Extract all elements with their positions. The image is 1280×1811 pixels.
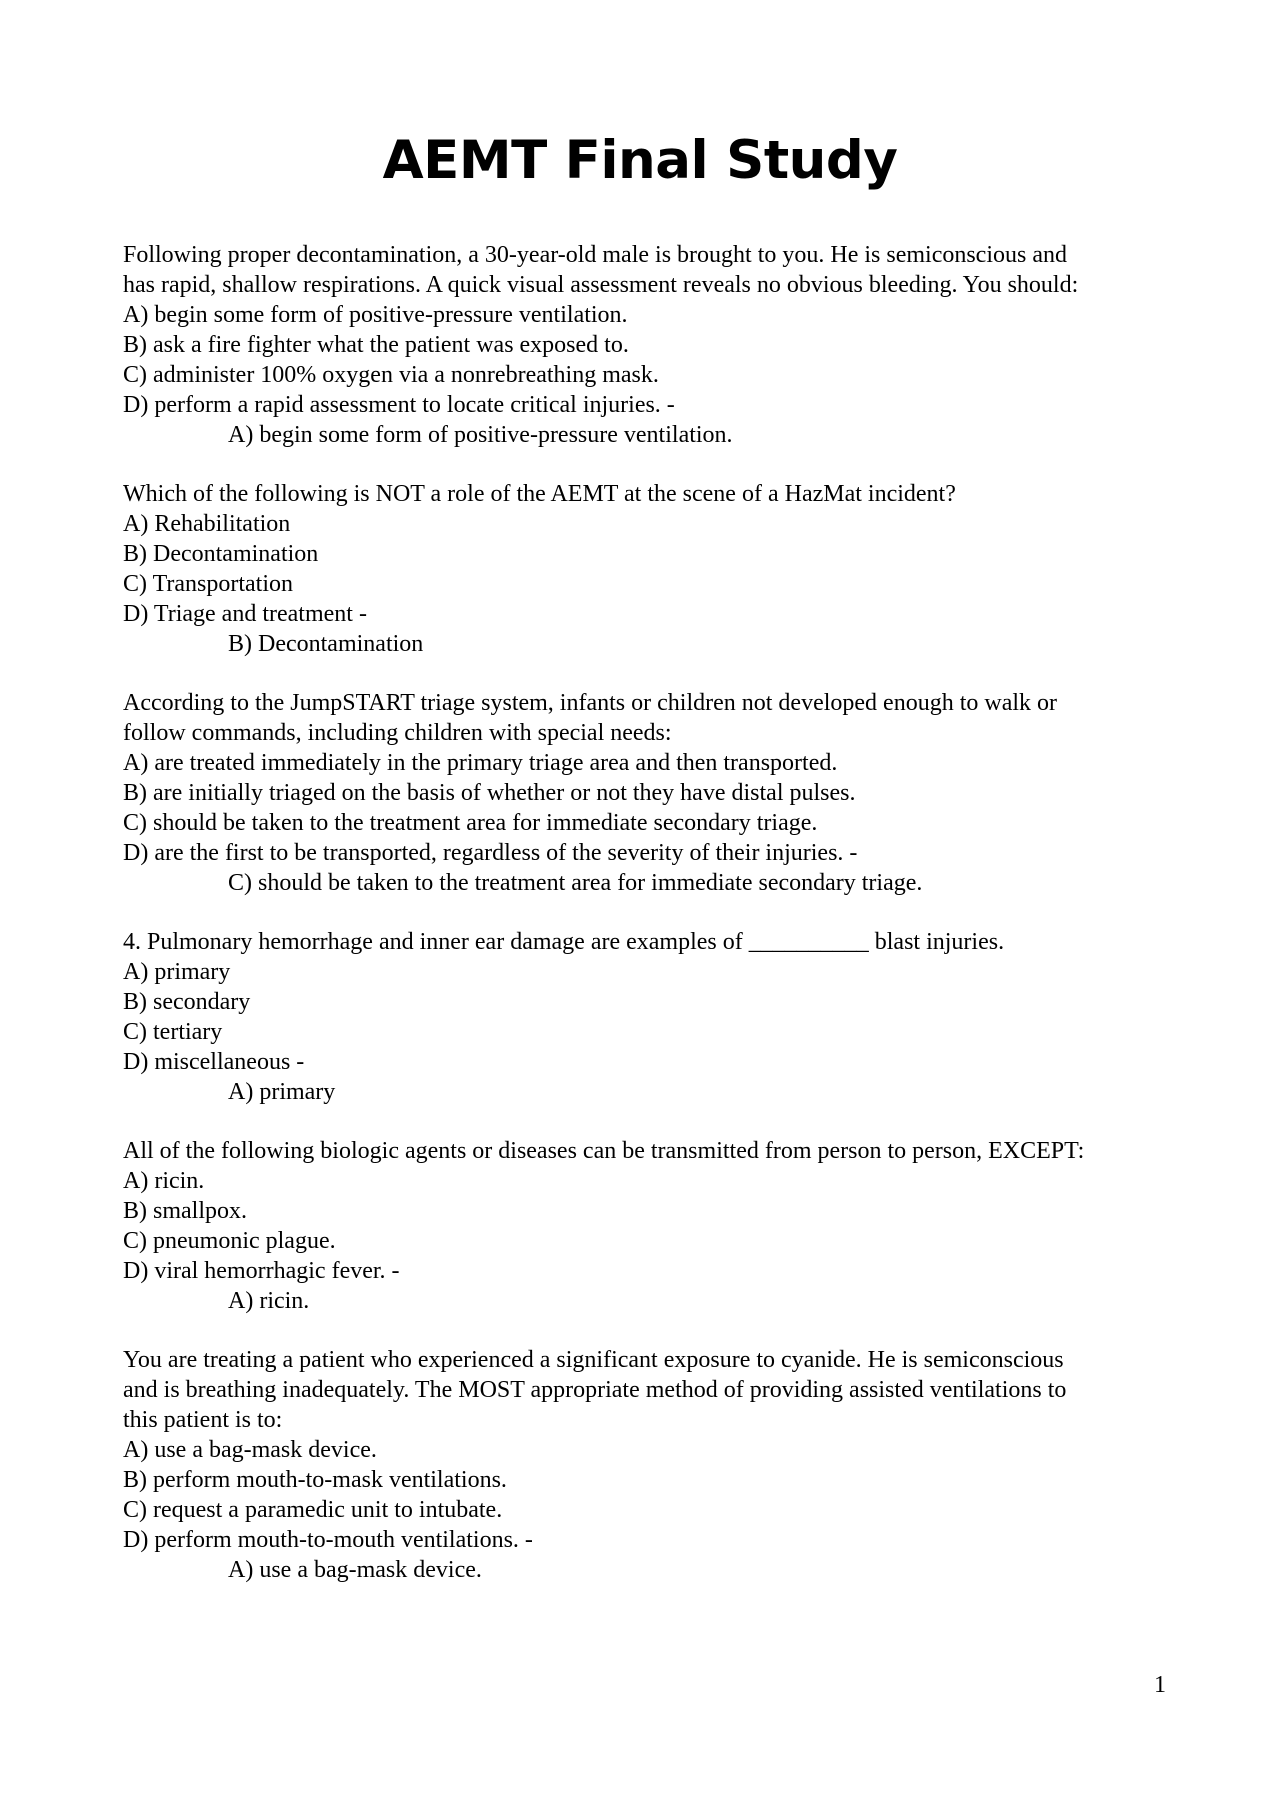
option-b: B) secondary xyxy=(123,989,251,1015)
question-4 xyxy=(123,927,1183,1107)
document-title: AEMT Final Study xyxy=(382,130,898,191)
option-b: B) are initially triaged on the basis of whether or not they have distal pulses. xyxy=(123,780,856,806)
question-stem-line: has rapid, shallow respirations. A quick visual assessment reveals no obvious bleeding. You should: xyxy=(123,272,1079,298)
answer: A) ricin. xyxy=(228,1288,310,1314)
question-stem-line: follow commands, including children with special needs: xyxy=(123,720,672,746)
option-b: B) perform mouth-to-mask ventilations. xyxy=(123,1467,507,1493)
option-d: D) perform mouth-to-mouth ventilations. - xyxy=(123,1527,533,1553)
question-stem-line: 4. Pulmonary hemorrhage and inner ear damage are examples of __________ blast injuries. xyxy=(123,929,1005,955)
question-stem-line: Which of the following is NOT a role of the AEMT at the scene of a HazMat incident? xyxy=(123,481,956,507)
option-c: C) request a paramedic unit to intubate. xyxy=(123,1497,503,1523)
question-6 xyxy=(123,1345,1183,1585)
option-c: C) administer 100% oxygen via a nonrebreathing mask. xyxy=(123,362,659,388)
question-1 xyxy=(123,240,1183,450)
option-d: D) perform a rapid assessment to locate critical injuries. - xyxy=(123,392,675,418)
answer: A) begin some form of positive-pressure ventilation. xyxy=(228,422,733,448)
option-d: D) Triage and treatment - xyxy=(123,601,367,627)
question-stem-line: and is breathing inadequately. The MOST appropriate method of providing assisted ventilations to xyxy=(123,1377,1067,1403)
option-d: D) are the first to be transported, regardless of the severity of their injuries. - xyxy=(123,840,858,866)
page-number: 1 xyxy=(1154,1672,1166,1698)
option-a: A) use a bag-mask device. xyxy=(123,1437,377,1463)
option-c: C) should be taken to the treatment area for immediate secondary triage. xyxy=(123,810,818,836)
question-stem-line: You are treating a patient who experienced a significant exposure to cyanide. He is semiconscious xyxy=(123,1347,1064,1373)
option-c: C) tertiary xyxy=(123,1019,223,1045)
question-stem-line: All of the following biologic agents or diseases can be transmitted from person to person, EXCEPT: xyxy=(123,1138,1085,1164)
option-b: B) smallpox. xyxy=(123,1198,247,1224)
answer: A) use a bag-mask device. xyxy=(228,1557,482,1583)
question-stem-line: According to the JumpSTART triage system, infants or children not developed enough to walk or xyxy=(123,690,1058,716)
option-c: C) pneumonic plague. xyxy=(123,1228,336,1254)
question-stem-line: this patient is to: xyxy=(123,1407,283,1433)
question-3 xyxy=(123,688,1183,898)
option-a: A) primary xyxy=(123,959,231,985)
answer: A) primary xyxy=(228,1079,336,1105)
answer: C) should be taken to the treatment area for immediate secondary triage. xyxy=(228,870,923,896)
question-5 xyxy=(123,1136,1183,1316)
option-b: B) ask a fire fighter what the patient was exposed to. xyxy=(123,332,629,358)
question-list xyxy=(123,240,1183,1614)
option-a: A) ricin. xyxy=(123,1168,205,1194)
option-a: A) are treated immediately in the primary triage area and then transported. xyxy=(123,750,838,776)
option-a: A) begin some form of positive-pressure ventilation. xyxy=(123,302,628,328)
option-d: D) miscellaneous - xyxy=(123,1049,305,1075)
question-stem-line: Following proper decontamination, a 30-year-old male is brought to you. He is semiconscious and xyxy=(123,242,1067,268)
option-b: B) Decontamination xyxy=(123,541,319,567)
option-d: D) viral hemorrhagic fever. - xyxy=(123,1258,400,1284)
option-c: C) Transportation xyxy=(123,571,294,597)
question-2 xyxy=(123,479,1183,659)
option-a: A) Rehabilitation xyxy=(123,511,291,537)
answer: B) Decontamination xyxy=(228,631,424,657)
